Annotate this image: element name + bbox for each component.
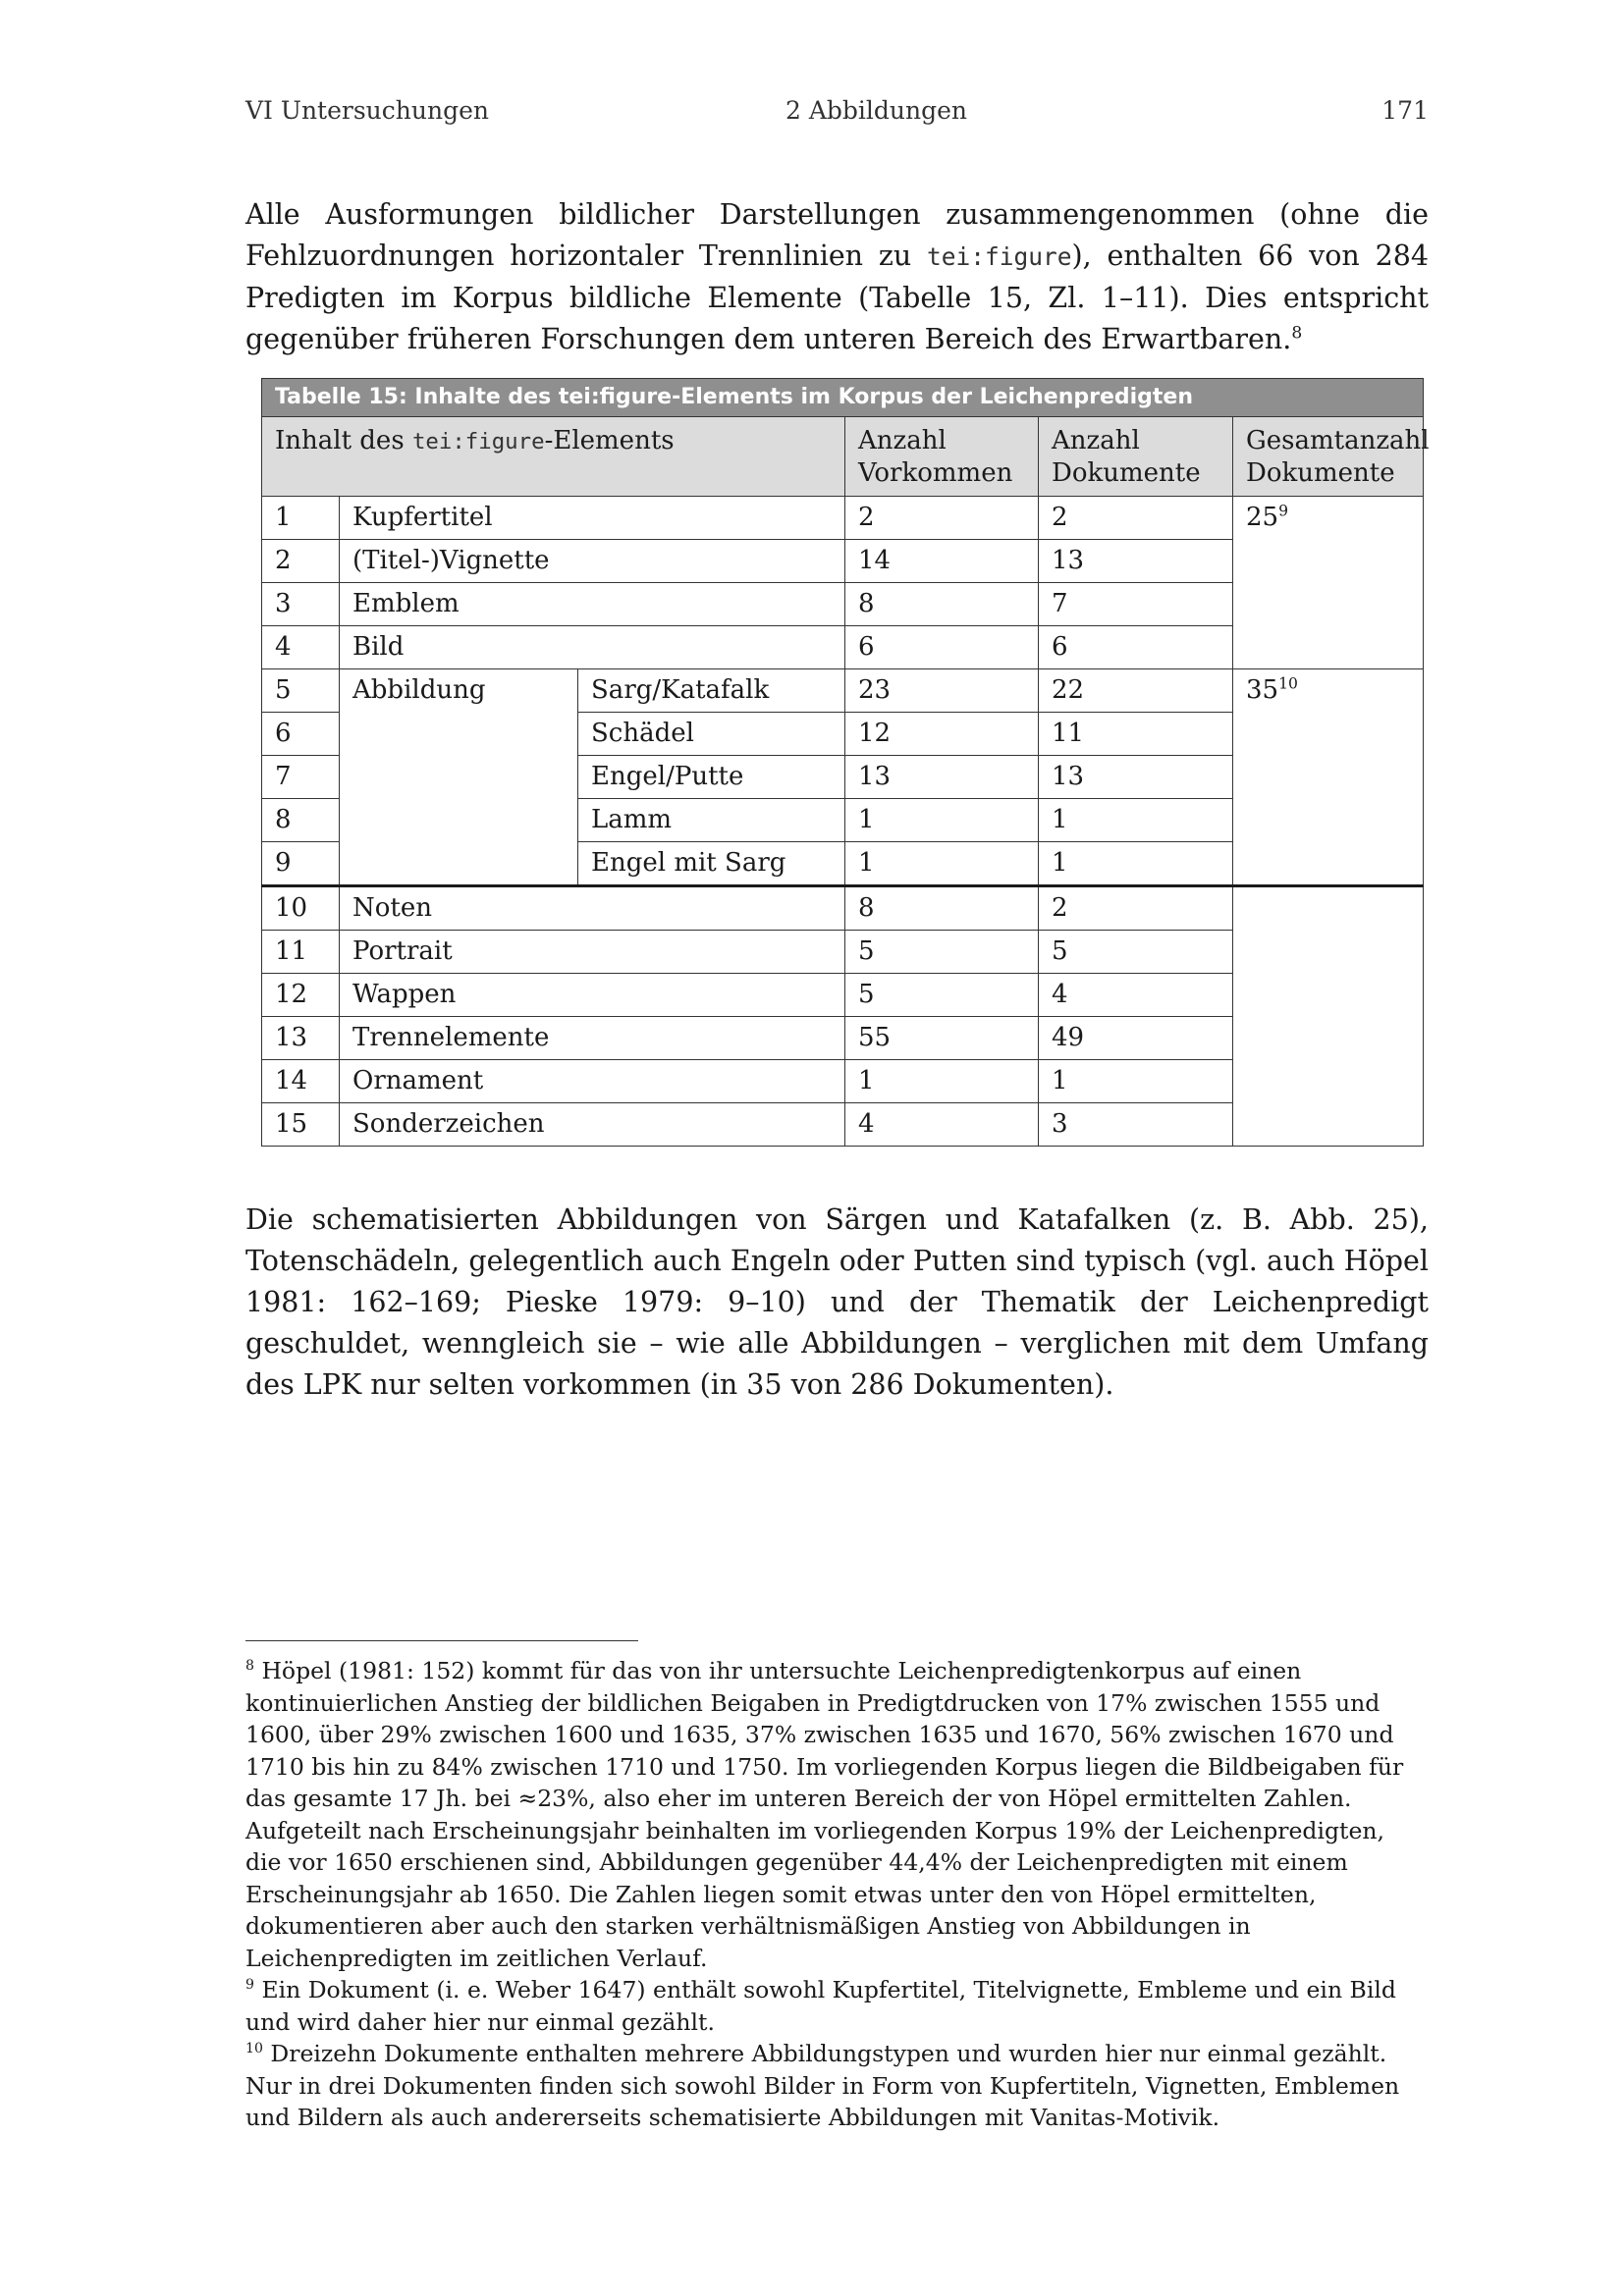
row-label: Bild	[340, 626, 845, 669]
footnote-mark: 10	[245, 2041, 263, 2057]
row-number: 8	[262, 799, 340, 842]
footnote-8	[245, 1655, 1414, 1974]
table-caption-row	[262, 379, 1424, 417]
row-label: Ornament	[340, 1060, 845, 1103]
row-occurrences: 2	[845, 497, 1039, 540]
footnote-9	[245, 1974, 1414, 2038]
row-occurrences: 5	[845, 974, 1039, 1017]
row-occurrences: 4	[845, 1103, 1039, 1147]
group-total-empty	[1233, 886, 1424, 1147]
row-occurrences: 13	[845, 756, 1039, 799]
intro-code: tei:figure	[927, 242, 1072, 271]
row-occurrences: 8	[845, 583, 1039, 626]
row-documents: 3	[1039, 1103, 1233, 1147]
row-label: Sonderzeichen	[340, 1103, 845, 1147]
row-label: Noten	[340, 886, 845, 931]
row-label: Portrait	[340, 931, 845, 974]
row-occurrences: 12	[845, 713, 1039, 756]
discussion-paragraph: Die schematisierten Abbildungen von Särgen und Katafalken (z. B. Abb. 25), Totenschädeln, gelegentlich auch Engeln oder Putten sind typisch (vgl. auch Höpel 1981: 162–169; Pieske 1979: 9–10) und der Thematik der Leichenpredigt geschuldet, wenngleich sie – wie alle Abbildungen – verglichen mit dem Umfang des LPK nur selten vorkommen (in 35 von 286 Dokumenten).	[245, 1203, 1429, 1401]
header-content	[262, 417, 845, 497]
table-row	[262, 497, 1424, 540]
table-caption: Tabelle 15: Inhalte des tei:figure-Elements im Korpus der Leichenpredigten	[262, 379, 1424, 417]
intro-paragraph	[245, 194, 1429, 360]
footnote-text: Ein Dokument (i. e. Weber 1647) enthält sowohl Kupfertitel, Titelvignette, Embleme und ein Bild und wird daher hier nur einmal gezählt.	[245, 1976, 1396, 2036]
row-number: 6	[262, 713, 340, 756]
row-documents: 2	[1039, 886, 1233, 931]
row-occurrences: 1	[845, 842, 1039, 886]
header-content-code: tei:figure	[411, 429, 545, 454]
table-row	[262, 669, 1424, 713]
footnote-mark: 8	[245, 1658, 254, 1675]
footnote-ref-9[interactable]: 9	[1278, 502, 1289, 520]
row-sublabel: Sarg/Katafalk	[578, 669, 845, 713]
row-documents: 1	[1039, 842, 1233, 886]
row-label: Kupfertitel	[340, 497, 845, 540]
row-number: 10	[262, 886, 340, 931]
header-content-prefix: Inhalt des	[275, 426, 412, 455]
row-number: 5	[262, 669, 340, 713]
row-documents: 1	[1039, 799, 1233, 842]
row-occurrences: 1	[845, 1060, 1039, 1103]
chapter-title: VI Untersuchungen	[245, 96, 489, 125]
row-number: 2	[262, 540, 340, 583]
header-documents: Anzahl Dokumente	[1039, 417, 1233, 497]
row-occurrences: 5	[845, 931, 1039, 974]
row-number: 1	[262, 497, 340, 540]
row-number: 4	[262, 626, 340, 669]
header-occurrences: Anzahl Vorkommen	[845, 417, 1039, 497]
row-label: Trennelemente	[340, 1017, 845, 1060]
row-number: 15	[262, 1103, 340, 1147]
row-occurrences: 14	[845, 540, 1039, 583]
row-label: Wappen	[340, 974, 845, 1017]
footnote-divider	[245, 1640, 638, 1641]
row-sublabel: Lamm	[578, 799, 845, 842]
row-documents: 1	[1039, 1060, 1233, 1103]
footnote-10	[245, 2038, 1414, 2134]
row-occurrences: 23	[845, 669, 1039, 713]
group-total-value: 35	[1246, 675, 1279, 705]
row-documents: 13	[1039, 540, 1233, 583]
row-sublabel: Schädel	[578, 713, 845, 756]
row-documents: 2	[1039, 497, 1233, 540]
footnote-text: Dreizehn Dokumente enthalten mehrere Abbildungstypen und wurden hier nur einmal gezählt. Nur in drei Dokumenten finden sich sowohl Bilder in Form von Kupfertiteln, Vignetten, Emblemen und Bildern als auch andererseits schematisierte Abbildungen mit Vanitas-Motivik.	[245, 2040, 1400, 2131]
footnotes	[245, 1655, 1414, 2134]
intro-text-part2: ), enthalten 66 von 284 Predigten im Korpus bildliche Elemente (Tabelle 15, Zl. 1–11). Dies entspricht gegenüber früheren Forschungen dem unteren Bereich des Erwartbaren.	[245, 240, 1429, 355]
row-documents: 49	[1039, 1017, 1233, 1060]
row-number: 13	[262, 1017, 340, 1060]
row-documents: 6	[1039, 626, 1233, 669]
row-sublabel: Engel mit Sarg	[578, 842, 845, 886]
row-documents: 22	[1039, 669, 1233, 713]
footnote-ref-8[interactable]: 8	[1291, 323, 1303, 344]
section-title: 2 Abbildungen	[785, 96, 968, 125]
row-number: 3	[262, 583, 340, 626]
group-total-1	[1233, 497, 1424, 669]
row-number: 12	[262, 974, 340, 1017]
row-occurrences: 55	[845, 1017, 1039, 1060]
table-row	[262, 886, 1424, 931]
row-occurrences: 1	[845, 799, 1039, 842]
header-content-suffix: -Elements	[544, 426, 675, 455]
table-header-row	[262, 417, 1424, 497]
footnote-mark: 9	[245, 1977, 254, 1994]
row-number: 11	[262, 931, 340, 974]
running-header	[245, 96, 1429, 130]
footnote-ref-10[interactable]: 10	[1278, 674, 1298, 693]
row-sublabel: Engel/Putte	[578, 756, 845, 799]
row-number: 14	[262, 1060, 340, 1103]
row-documents: 4	[1039, 974, 1233, 1017]
group-total-value: 25	[1246, 503, 1279, 532]
row-documents: 13	[1039, 756, 1233, 799]
row-number: 9	[262, 842, 340, 886]
footnote-text: Höpel (1981: 152) kommt für das von ihr untersuchte Leichenpredigtenkorpus auf einen kontinuierlichen Anstieg der bildlichen Beigaben in Predigtdrucken von 17% zwischen 1555 und 1600, über 29% zwischen 1600 und 1635, 37% zwischen 1635 und 1670, 56% zwischen 1670 und 1710 bis hin zu 84% zwischen 1710 und 1750. Im vorliegenden Korpus liegen die Bildbeigaben für das gesamte 17 Jh. bei ≈23%, also eher im unteren Bereich der von Höpel ermittelten Zahlen. Aufgeteilt nach Erscheinungsjahr beinhalten im vorliegenden Korpus 19% der Leichenpredigten, die vor 1650 erschienen sind, Abbildungen gegenüber 44,4% der Leichenpredigten mit einem Erscheinungsjahr ab 1650. Die Zahlen liegen somit etwas unter den von Höpel ermittelten, dokumentieren aber auch den starken verhältnismäßigen Anstieg von Abbildungen in Leichenpredigten im zeitlichen Verlauf.	[245, 1657, 1404, 1972]
row-number: 7	[262, 756, 340, 799]
header-total: Gesamtanzahl Dokumente	[1233, 417, 1424, 497]
page-number: 171	[1381, 96, 1429, 125]
row-documents: 7	[1039, 583, 1233, 626]
row-documents: 11	[1039, 713, 1233, 756]
row-documents: 5	[1039, 931, 1233, 974]
row-occurrences: 6	[845, 626, 1039, 669]
row-label: (Titel-)Vignette	[340, 540, 845, 583]
row-occurrences: 8	[845, 886, 1039, 931]
row-label: Abbildung	[340, 669, 578, 886]
figure-content-table	[261, 378, 1430, 1147]
intro-text-part1: Alle Ausformungen bildlicher Darstellungen zusammengenommen (ohne die Fehlzuordnungen horizontaler Trennlinien zu	[245, 198, 1429, 272]
row-label: Emblem	[340, 583, 845, 626]
group-total-2	[1233, 669, 1424, 886]
